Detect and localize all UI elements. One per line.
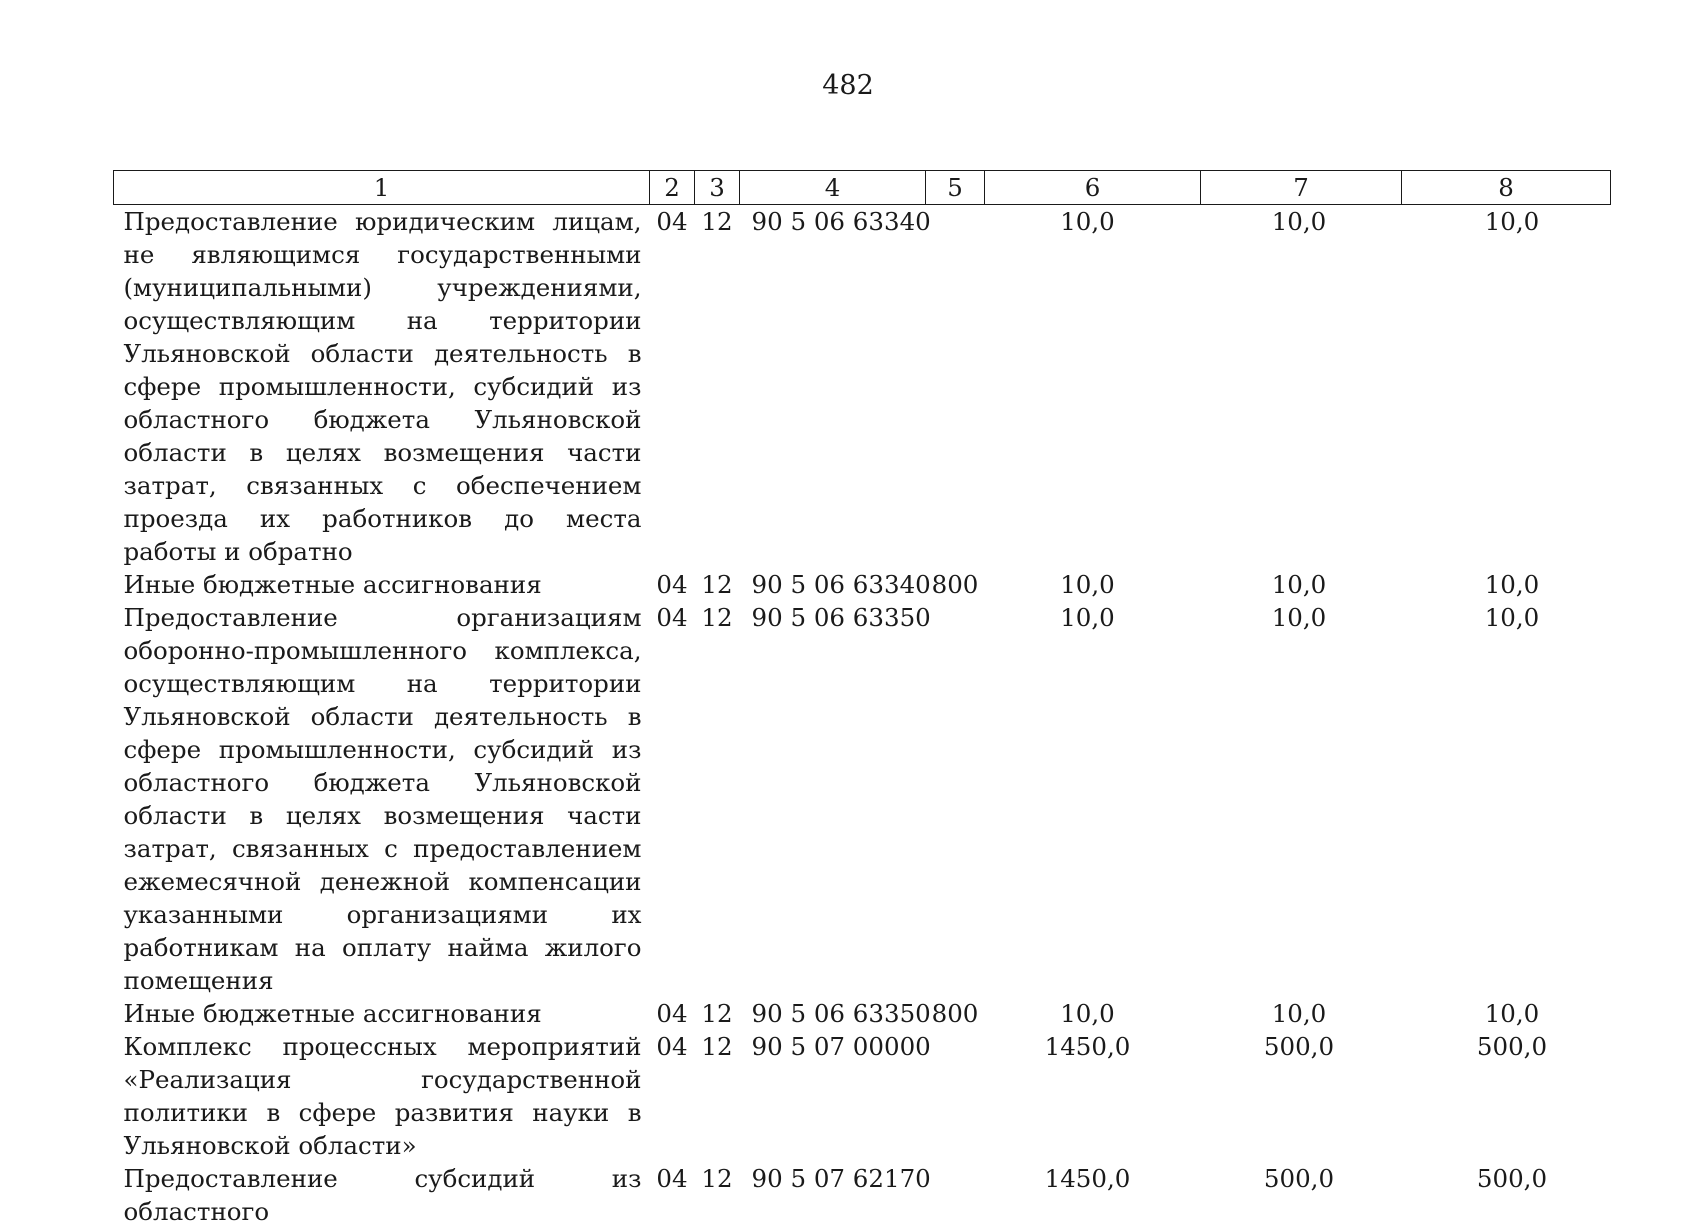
row-expense-type bbox=[926, 601, 985, 997]
row-name: Иные бюджетные ассигнования bbox=[114, 568, 650, 601]
header-col-7: 7 bbox=[1201, 171, 1402, 205]
header-row bbox=[114, 171, 1611, 205]
table-row bbox=[114, 601, 1611, 997]
row-section: 04 bbox=[650, 1030, 695, 1162]
row-expense-type bbox=[926, 1030, 985, 1162]
row-sum-1: 1450,0 bbox=[985, 1030, 1201, 1162]
row-expense-type bbox=[926, 205, 985, 569]
header-col-4: 4 bbox=[740, 171, 926, 205]
row-sum-1: 1450,0 bbox=[985, 1162, 1201, 1228]
row-sum-1: 10,0 bbox=[985, 997, 1201, 1030]
table-row bbox=[114, 1162, 1611, 1228]
row-section: 04 bbox=[650, 1162, 695, 1228]
row-sum-2: 10,0 bbox=[1201, 568, 1402, 601]
table-row bbox=[114, 568, 1611, 601]
row-sum-3: 500,0 bbox=[1402, 1030, 1611, 1162]
table-header bbox=[114, 171, 1611, 205]
row-sum-3: 500,0 bbox=[1402, 1162, 1611, 1228]
row-sum-3: 10,0 bbox=[1402, 601, 1611, 997]
row-subsection: 12 bbox=[695, 1030, 740, 1162]
row-subsection: 12 bbox=[695, 997, 740, 1030]
row-subsection: 12 bbox=[695, 205, 740, 569]
row-section: 04 bbox=[650, 601, 695, 997]
header-col-8: 8 bbox=[1402, 171, 1611, 205]
row-sum-2: 500,0 bbox=[1201, 1162, 1402, 1228]
row-expense-type: 800 bbox=[926, 568, 985, 601]
row-subsection: 12 bbox=[695, 568, 740, 601]
row-name: Предоставление организациям оборонно-промышленного комплекса, осуществляющим на территории Ульяновской области деятельность в сфере промышленности, субсидий из областного бюджета Ульяновской области в целях возмещения части затрат, связанных с предоставлением ежемесячной денежной компенсации указанными организациями их работникам на оплату найма жилого помещения bbox=[114, 601, 650, 997]
row-expense-type bbox=[926, 1162, 985, 1228]
header-col-5: 5 bbox=[926, 171, 985, 205]
row-name: Иные бюджетные ассигнования bbox=[114, 997, 650, 1030]
page-number: 482 bbox=[0, 70, 1696, 101]
header-col-1: 1 bbox=[114, 171, 650, 205]
row-sum-2: 10,0 bbox=[1201, 997, 1402, 1030]
header-col-6: 6 bbox=[985, 171, 1201, 205]
row-name: Предоставление юридическим лицам, не являющимся государственными (муниципальными) учреждениями, осуществляющим на территории Ульяновской области деятельность в сфере промышленности, субсидий из областного бюджета Ульяновской области в целях возмещения части затрат, связанных с обеспечением проезда их работников до места работы и обратно bbox=[114, 205, 650, 569]
row-sum-2: 10,0 bbox=[1201, 601, 1402, 997]
row-section: 04 bbox=[650, 568, 695, 601]
header-col-2: 2 bbox=[650, 171, 695, 205]
row-target-code: 90 5 07 00000 bbox=[740, 1030, 926, 1162]
row-target-code: 90 5 06 63350 bbox=[740, 601, 926, 997]
table-row bbox=[114, 1030, 1611, 1162]
row-target-code: 90 5 07 62170 bbox=[740, 1162, 926, 1228]
row-sum-3: 10,0 bbox=[1402, 568, 1611, 601]
row-expense-type: 800 bbox=[926, 997, 985, 1030]
table-row bbox=[114, 997, 1611, 1030]
table-row bbox=[114, 205, 1611, 569]
row-target-code: 90 5 06 63340 bbox=[740, 568, 926, 601]
row-target-code: 90 5 06 63350 bbox=[740, 997, 926, 1030]
row-target-code: 90 5 06 63340 bbox=[740, 205, 926, 569]
header-col-3: 3 bbox=[695, 171, 740, 205]
row-section: 04 bbox=[650, 997, 695, 1030]
row-sum-1: 10,0 bbox=[985, 205, 1201, 569]
row-name: Предоставление субсидий из областного bbox=[114, 1162, 650, 1228]
row-sum-3: 10,0 bbox=[1402, 997, 1611, 1030]
row-sum-2: 10,0 bbox=[1201, 205, 1402, 569]
budget-table bbox=[113, 170, 1611, 1228]
row-sum-1: 10,0 bbox=[985, 601, 1201, 997]
table-body bbox=[114, 205, 1611, 1228]
row-sum-3: 10,0 bbox=[1402, 205, 1611, 569]
row-section: 04 bbox=[650, 205, 695, 569]
row-subsection: 12 bbox=[695, 601, 740, 997]
row-sum-1: 10,0 bbox=[985, 568, 1201, 601]
row-name: Комплекс процессных мероприятий «Реализация государственной политики в сфере развития науки в Ульяновской области» bbox=[114, 1030, 650, 1162]
row-subsection: 12 bbox=[695, 1162, 740, 1228]
row-sum-2: 500,0 bbox=[1201, 1030, 1402, 1162]
